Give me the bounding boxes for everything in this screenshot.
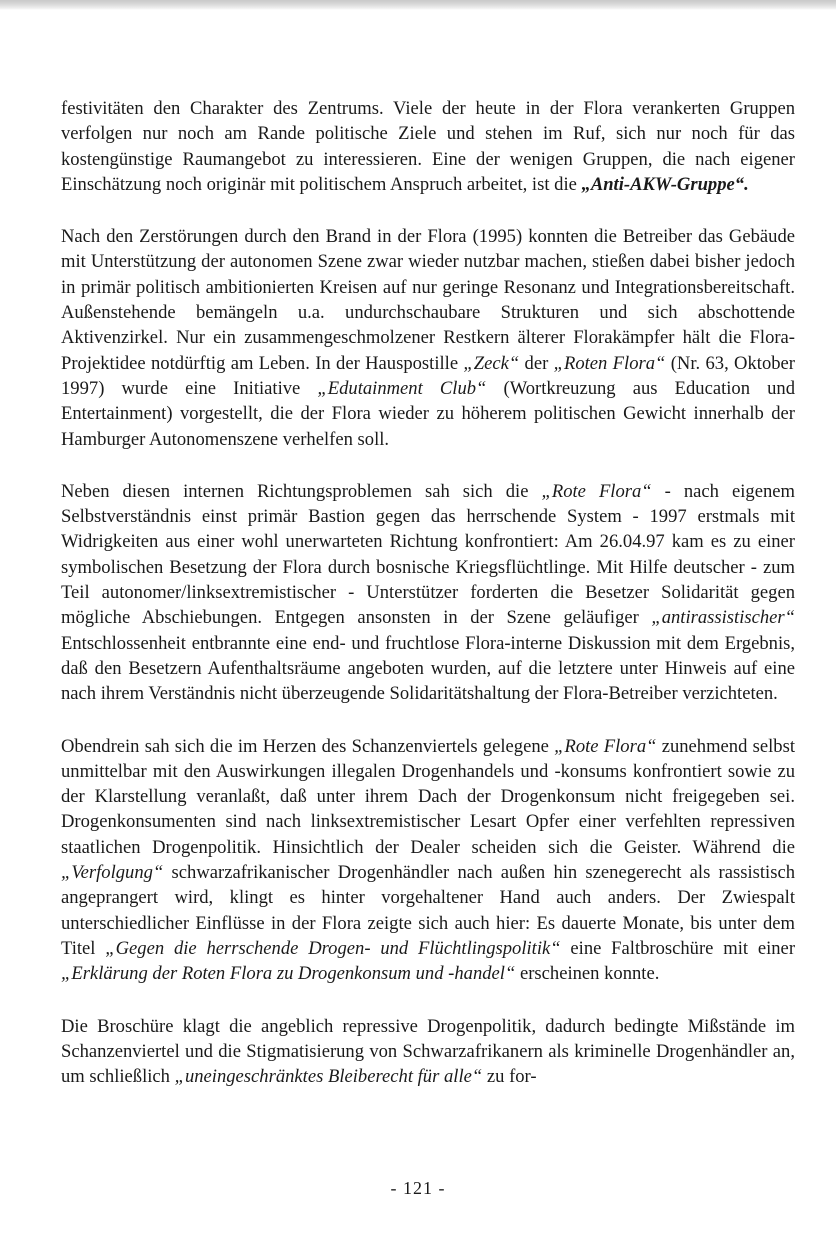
text-segment: (Wortkreuzung aus Education und Entertainment) vorgestellt, die der Flora wieder zu höherem politischen Gewicht innerhalb der Hamburger Autonomenszene verhelfen soll. — [61, 377, 796, 450]
emphasis-rote-flora: „Rote Flora“ — [541, 480, 652, 502]
document-page — [61, 96, 795, 1116]
text-segment: schwarzafrikanischer Drogenhändler nach außen hin szenegerecht als rassistisch angeprangert wird, klingt es hinter vorgehaltener Hand auch anders. Der Zwiespalt unterschiedlicher Einflüsse in der Flora zeigte sich auch hier: Es dauerte Monate, bis unter dem Titel — [61, 862, 795, 959]
emphasis-rote-flora: „Rote Flora“ — [554, 735, 657, 757]
text-segment: Nach den Zerstörungen durch den Brand in der Flora (1995) konnten die Betreiber das Gebäude mit Unterstützung der autonomen Szene zwar wieder nutzbar machen, stießen dabei bisher jedoch in primär politisch ambitionierten Kreisen auf nur geringe Resonanz und Integrationsbereitschaft. Außenstehende bemängeln u.a. undurchschaubare Strukturen und sich abschottende Aktivenzirkel. Nur ein zusammengeschmolzener Restkern älterer Florakämpfer hält die Flora-Projektidee notdürftig am Leben. In der Hauspostille — [61, 226, 795, 374]
text-segment: Neben diesen internen Richtungsproblemen sah sich die — [61, 480, 542, 502]
scan-top-edge — [0, 0, 836, 10]
paragraph-1 — [61, 96, 795, 197]
text-segment: Obendrein sah sich die im Herzen des Schanzenviertels gelegene — [61, 735, 555, 757]
emphasis-antirassistischer: „antirassistischer“ — [651, 607, 795, 629]
text-segment: erscheinen konnte. — [515, 963, 660, 985]
paragraph-4 — [61, 734, 795, 987]
text-segment: - nach eigenem Selbstverständnis einst primär Bastion gegen das herrschende System - 1997 erstmals mit Widrigkeiten aus einer wohl unerwarteten Richtung konfrontiert: Am 26.04.97 kam es zu einer symbolischen Besetzung der Flora durch bosnische Kriegsflüchtlinge. Mit Hilfe deutscher - zum Teil autonomer/linksextremistischer - Unterstützer forderten die Besetzer Solidarität gegen mögliche Abschiebungen. Entgegen ansonsten in der Szene geläufiger — [61, 480, 795, 629]
text-segment: (Nr. 63, Oktober 1997) wurde eine Initiative — [61, 352, 795, 399]
text-segment: Die Broschüre klagt die angeblich repressive Drogenpolitik, dadurch bedingte Mißstände im Schanzenviertel und die Stigmatisierung von Schwarzafrikanern als kriminelle Drogenhändler an, um schließlich — [61, 1015, 795, 1088]
page-number: - 121 - — [390, 1178, 446, 1198]
paragraph-3 — [61, 479, 795, 707]
emphasis-edutainment-club: „Edutainment Club“ — [317, 377, 487, 399]
text-segment: eine Faltbroschüre mit einer — [560, 937, 796, 959]
text-segment: der — [519, 352, 554, 374]
text-segment: zu for- — [482, 1066, 537, 1088]
emphasis-roten-flora: „Roten Flora“ — [553, 352, 666, 374]
text-segment: Entschlossenheit entbrannte eine end- und fruchtlose Flora-interne Diskussion mit dem Ergebnis, daß den Besetzern Aufenthaltsräume angeboten wurden, auf die letztere unter Hinweis auf eine nach ihrem Verständnis nicht überzeugende Solidaritätshaltung der Flora-Betreiber verzichteten. — [61, 632, 795, 705]
text-segment: festivitäten den Charakter des Zentrums. Viele der heute in der Flora verankerten Gruppen verfolgen nur noch am Rande politische Ziele und stehen im Ruf, sich nur noch für das kostengünstige Raumangebot zu interessieren. Eine der wenigen Gruppen, die nach eigener Einschätzung noch originär mit politischem Anspruch arbeitet, ist die — [61, 98, 795, 195]
emphasis-brochure-title: „Gegen die herrschende Drogen- und Flüchtlingspolitik“ — [105, 937, 561, 959]
text-segment: zunehmend selbst unmittelbar mit den Auswirkungen illegalen Drogenhandels und -konsums konfrontiert sowie zu der Klarstellung veranlaßt, daß unter ihrem Dach der Drogenkonsum nicht freigegeben sei. Drogenkonsumenten sind nach linksextremistischer Lesart Opfer einer verfehlten repressiven staatlichen Drogenpolitik. Hinsichtlich der Dealer scheiden sich die Geister. Während die — [61, 735, 795, 858]
paragraph-5 — [61, 1014, 795, 1090]
paragraph-2 — [61, 224, 795, 452]
emphasis-anti-akw-gruppe: „Anti-AKW-Gruppe“. — [581, 173, 749, 195]
emphasis-verfolgung: „Verfolgung“ — [61, 862, 164, 884]
emphasis-erklaerung: „Erklärung der Roten Flora zu Drogenkonsum und -handel“ — [61, 963, 516, 985]
emphasis-zeck: „Zeck“ — [463, 352, 520, 374]
emphasis-bleiberecht: „uneingeschränktes Bleiberecht für alle“ — [174, 1066, 483, 1088]
